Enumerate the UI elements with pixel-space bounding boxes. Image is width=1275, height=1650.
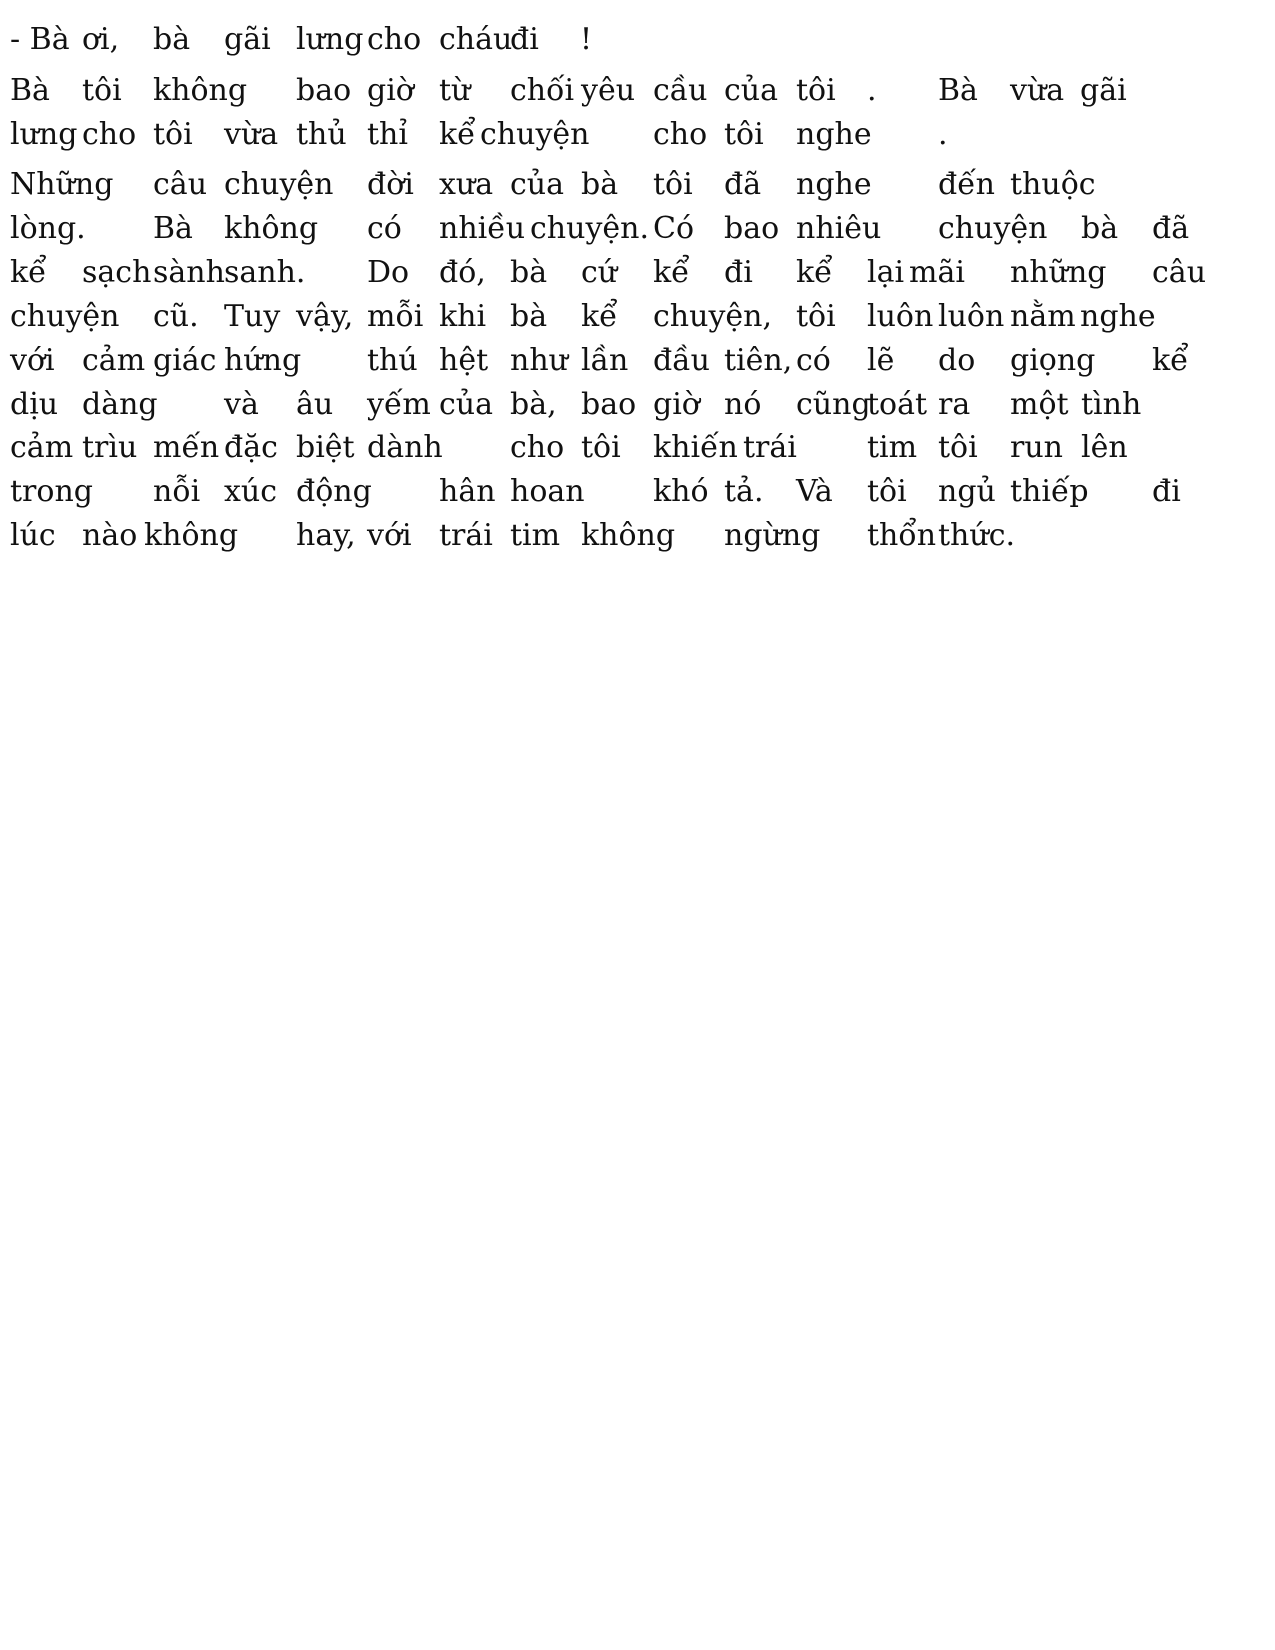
word: cho bbox=[653, 117, 708, 152]
word: đó, bbox=[439, 255, 486, 290]
word: gãi bbox=[224, 22, 271, 57]
word: Bà bbox=[938, 73, 978, 108]
word: vừa bbox=[224, 117, 279, 152]
word: Bà bbox=[10, 73, 50, 108]
word: bao bbox=[724, 211, 780, 246]
word: lại bbox=[867, 255, 905, 290]
word: cầu bbox=[653, 73, 708, 108]
word: đến bbox=[938, 167, 995, 202]
word: bà bbox=[581, 167, 619, 202]
word: Những bbox=[10, 167, 114, 202]
word: bao bbox=[296, 73, 352, 108]
word: không bbox=[153, 73, 248, 108]
word: bà bbox=[510, 255, 548, 290]
word: do bbox=[938, 343, 976, 378]
word: bà bbox=[1081, 211, 1119, 246]
word: đã bbox=[1152, 211, 1190, 246]
word: đi bbox=[724, 255, 753, 290]
word: xưa bbox=[439, 167, 494, 202]
word: biệt bbox=[296, 430, 355, 465]
word: thuộc bbox=[1010, 167, 1096, 202]
word: tôi bbox=[724, 117, 764, 152]
text-line bbox=[10, 516, 1270, 556]
word: khó bbox=[653, 474, 709, 509]
word: dành bbox=[367, 430, 443, 465]
word: nỗi bbox=[153, 474, 201, 509]
word: ngừng bbox=[724, 518, 821, 553]
word: sạch bbox=[82, 255, 152, 290]
word: tôi bbox=[796, 73, 836, 108]
word: giọng bbox=[1010, 343, 1096, 378]
text-line bbox=[10, 253, 1270, 293]
word: . bbox=[938, 117, 948, 152]
word: có bbox=[796, 343, 831, 378]
text-line bbox=[10, 472, 1270, 512]
word: cháu bbox=[439, 22, 513, 57]
word: sành bbox=[153, 255, 225, 290]
word: vừa bbox=[1010, 73, 1065, 108]
word: bao bbox=[581, 387, 637, 422]
word: thiếp bbox=[1010, 474, 1089, 509]
word: hứng bbox=[224, 343, 302, 378]
word: luôn bbox=[938, 299, 1005, 334]
word: âu bbox=[296, 387, 334, 422]
word: đi bbox=[1152, 474, 1181, 509]
word: tim bbox=[867, 430, 918, 465]
word: cũng bbox=[796, 387, 871, 422]
word: nằm bbox=[1010, 299, 1076, 334]
text-line bbox=[10, 428, 1270, 468]
word: đời bbox=[367, 167, 414, 202]
word: thỉ bbox=[367, 117, 408, 152]
word: nó bbox=[724, 387, 762, 422]
word: trìu bbox=[82, 430, 138, 465]
word: tôi bbox=[796, 299, 836, 334]
word: cho bbox=[510, 430, 565, 465]
word: câu bbox=[153, 167, 208, 202]
word: tả. bbox=[724, 474, 764, 509]
word: chuyện bbox=[10, 299, 120, 334]
word: từ bbox=[439, 73, 471, 108]
word: không bbox=[581, 518, 676, 553]
word: kể bbox=[653, 255, 690, 290]
word: một bbox=[1010, 387, 1069, 422]
word: chuyện bbox=[224, 167, 334, 202]
word: tôi bbox=[938, 430, 978, 465]
word: câu bbox=[1152, 255, 1207, 290]
text-line bbox=[10, 209, 1270, 249]
word: đầu bbox=[653, 343, 710, 378]
word: tôi bbox=[82, 73, 122, 108]
word: chuyện, bbox=[653, 299, 773, 334]
word: đã bbox=[724, 167, 762, 202]
word: cho bbox=[367, 22, 422, 57]
word: kể bbox=[1152, 343, 1189, 378]
word: sanh. bbox=[224, 255, 306, 290]
word: nhiêu bbox=[796, 211, 882, 246]
word: với bbox=[367, 518, 412, 553]
text-line bbox=[10, 297, 1270, 337]
word: lưng bbox=[10, 117, 78, 152]
text-line bbox=[10, 20, 1270, 60]
word: tình bbox=[1081, 387, 1142, 422]
word: toát bbox=[867, 387, 928, 422]
word: lẽ bbox=[867, 343, 895, 378]
word: nghe bbox=[796, 117, 872, 152]
word: của bbox=[510, 167, 565, 202]
word: hoan bbox=[510, 474, 585, 509]
word: gãi bbox=[1080, 73, 1127, 108]
word: lên bbox=[1081, 430, 1128, 465]
word: của bbox=[439, 387, 494, 422]
word: tiên, bbox=[724, 343, 793, 378]
word: lòng. bbox=[10, 211, 86, 246]
word: thủ bbox=[296, 117, 347, 152]
word: yêu bbox=[581, 73, 636, 108]
word: lúc bbox=[10, 518, 56, 553]
word: chuyện. bbox=[530, 211, 650, 246]
word: với bbox=[10, 343, 55, 378]
word: dàng bbox=[82, 387, 158, 422]
word: nào bbox=[82, 518, 138, 553]
word: và bbox=[224, 387, 259, 422]
word: mến bbox=[153, 430, 220, 465]
word: khi bbox=[439, 299, 487, 334]
word: thức. bbox=[938, 518, 1016, 553]
text-line bbox=[10, 71, 1270, 111]
word: cảm bbox=[82, 343, 146, 378]
word: kể bbox=[581, 299, 618, 334]
word: ngủ bbox=[938, 474, 996, 509]
word: nghe bbox=[1080, 299, 1156, 334]
word: tôi bbox=[153, 117, 193, 152]
word: Và bbox=[796, 474, 833, 509]
word: mỗi bbox=[367, 299, 424, 334]
word: đặc bbox=[224, 430, 278, 465]
text-line bbox=[10, 385, 1270, 425]
word: Tuy bbox=[224, 299, 281, 334]
word: nhiều bbox=[439, 211, 526, 246]
word: ! bbox=[580, 22, 593, 57]
word: có bbox=[367, 211, 402, 246]
word: thổn bbox=[867, 518, 937, 553]
word: trái bbox=[743, 430, 797, 465]
word: giờ bbox=[653, 387, 700, 422]
word: trái bbox=[439, 518, 493, 553]
word: đi bbox=[510, 22, 539, 57]
word: bà bbox=[510, 299, 548, 334]
word: giờ bbox=[367, 73, 414, 108]
word: giác bbox=[153, 343, 217, 378]
text-line bbox=[10, 165, 1270, 205]
word: hệt bbox=[439, 343, 489, 378]
word: hân bbox=[439, 474, 496, 509]
word: lưng bbox=[296, 22, 364, 57]
word: Có bbox=[653, 211, 695, 246]
word: chối bbox=[510, 73, 575, 108]
word: cảm bbox=[10, 430, 74, 465]
word: lần bbox=[581, 343, 629, 378]
word: Bà bbox=[153, 211, 193, 246]
word: luôn bbox=[867, 299, 934, 334]
word: kể bbox=[439, 117, 476, 152]
word: động bbox=[296, 474, 372, 509]
word: dịu bbox=[10, 387, 59, 422]
word: cho bbox=[82, 117, 137, 152]
word: những bbox=[1010, 255, 1107, 290]
word: tôi bbox=[867, 474, 907, 509]
word: yếm bbox=[367, 387, 431, 422]
word: kể bbox=[10, 255, 47, 290]
word: xúc bbox=[224, 474, 278, 509]
word: thú bbox=[367, 343, 418, 378]
word: nghe bbox=[796, 167, 872, 202]
word: - Bà bbox=[10, 22, 70, 57]
word: Do bbox=[367, 255, 410, 290]
word: chuyện bbox=[480, 117, 590, 152]
text-line bbox=[10, 341, 1270, 381]
word: trong bbox=[10, 474, 93, 509]
word: tôi bbox=[653, 167, 693, 202]
word: . bbox=[867, 73, 877, 108]
word: tim bbox=[510, 518, 561, 553]
word: không bbox=[144, 518, 239, 553]
word: ra bbox=[938, 387, 971, 422]
word: vậy, bbox=[296, 299, 354, 334]
word: tôi bbox=[581, 430, 621, 465]
word: cứ bbox=[581, 255, 618, 290]
word: mãi bbox=[909, 255, 965, 290]
word: bà bbox=[153, 22, 191, 57]
word: không bbox=[224, 211, 319, 246]
word: của bbox=[724, 73, 779, 108]
word: chuyện bbox=[938, 211, 1048, 246]
word: cũ. bbox=[153, 299, 199, 334]
word: ơi, bbox=[82, 22, 120, 57]
word: run bbox=[1010, 430, 1063, 465]
text-line bbox=[10, 115, 1270, 155]
word: hay, bbox=[296, 518, 356, 553]
word: như bbox=[510, 343, 568, 378]
word: khiến bbox=[653, 430, 738, 465]
word: kể bbox=[796, 255, 833, 290]
word: bà, bbox=[510, 387, 557, 422]
